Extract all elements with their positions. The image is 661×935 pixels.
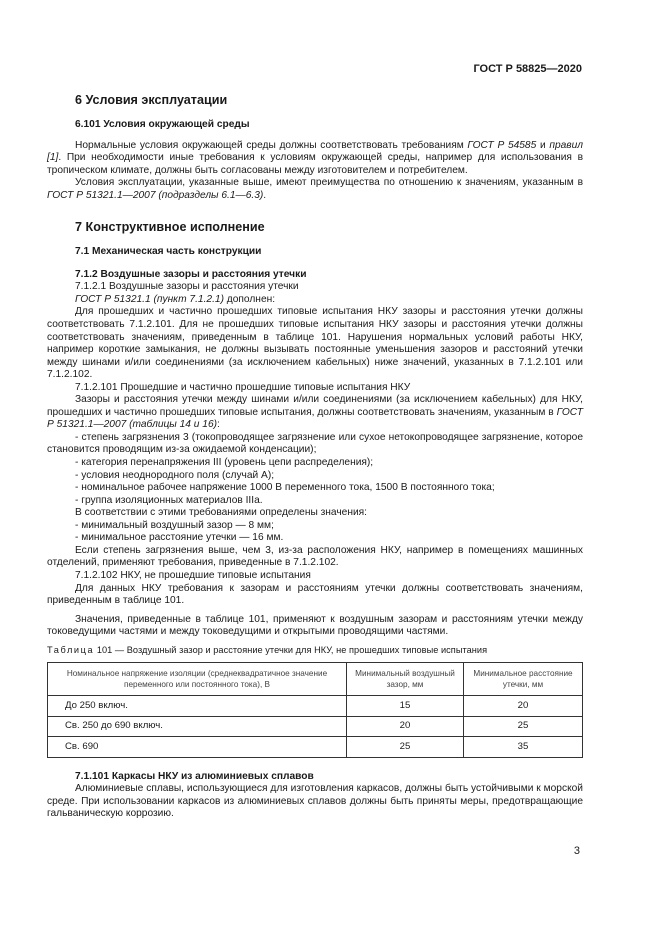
section-7-1-2-title: 7.1.2 Воздушные зазоры и расстояния утечки <box>75 268 307 280</box>
table-row <box>48 716 583 737</box>
page-number: 3 <box>573 845 580 857</box>
table-header-voltage: Номинальное напряжение изоляции (среднеквадратичное значение переменного или постоянного тока), В <box>48 663 347 696</box>
table-101-applicability: Значения, приведенные в таблице 101, применяют к воздушным зазорам и расстояниям утечки между токоведущими частями и между токоведущими и открытыми проводящими частями. <box>47 613 583 638</box>
list-item: - номинальное рабочее напряжение 1000 В переменного тока, 1500 В постоянного тока; <box>75 482 495 494</box>
section-6-paragraph-1: Нормальные условия окружающей среды должны соответствовать требованиям ГОСТ Р 54585 и правил [1]. При необходимости иные требования к условиям окружающей среды, например для использования в тропическом климате, должны быть согласованы между изготовителем и потребителем. <box>47 139 584 176</box>
table-cell: 20 <box>464 696 583 717</box>
table-row <box>48 737 583 758</box>
table-header-creepage: Минимальное расстояние утечки, мм <box>464 663 583 696</box>
values-intro: В соответствии с этими требованиями определены значения: <box>75 507 367 519</box>
section-7-title: 7 Конструктивное исполнение <box>75 220 265 235</box>
section-6-paragraph-2: Условия эксплуатации, указанные выше, имеют преимущества по отношению к значениям, указанным в ГОСТ Р 51321.1—2007 (подразделы 6.1—6.3). <box>47 177 583 201</box>
list-item: - степень загрязнения 3 (токопроводящее загрязнение или сухое нетокопроводящее загрязнение, которое становится проводящим из-за ожидаемой конденсации); <box>47 431 583 456</box>
table-cell: 20 <box>347 716 464 737</box>
table-cell: Св. 690 <box>48 737 347 758</box>
list-item: - минимальный воздушный зазор — 8 мм; <box>75 519 274 531</box>
clause-7-1-2-101: 7.1.2.101 Прошедшие и частично прошедшие типовые испытания НКУ <box>75 381 411 393</box>
section-7-1-101-text: Алюминиевые сплавы, использующиеся для изготовления каркасов, должны быть устойчивыми к морской среде. При использовании каркасов из алюминиевых сплавов должны быть приняты меры, предотвращающие гальваническую коррозию. <box>47 783 583 820</box>
list-item: - минимальное расстояние утечки — 16 мм. <box>75 532 284 544</box>
table-cell: 35 <box>464 737 583 758</box>
table-cell: 25 <box>347 737 464 758</box>
table-header-clearance: Минимальный воздушный зазор, мм <box>347 663 464 696</box>
clause-7-1-2-101-text: Зазоры и расстояния утечки между шинами и/или соединениями (за исключением кабельных) для НКУ, прошедших и частично прошедших типовые испытания, должны соответствовать значениям, указанным в ГОСТ Р 51321.1—2007 (таблицы 14 и 16): <box>47 394 583 431</box>
page-content <box>47 93 583 821</box>
table-caption: Таблица 101 — Воздушный зазор и расстояние утечки для НКУ, не прошедших типовые испытания <box>47 644 488 655</box>
clearance-table <box>47 662 583 758</box>
clause-7-1-2-102: 7.1.2.102 НКУ, не прошедшие типовые испытания <box>75 569 311 581</box>
clause-amended-note: ГОСТ Р 51321.1 (пункт 7.1.2.1) дополнен: <box>75 293 276 305</box>
section-6-101-title: 6.101 Условия окружающей среды <box>75 119 250 130</box>
table-row <box>48 696 583 717</box>
list-item: - условия неоднородного поля (случай А); <box>75 469 275 481</box>
section-6-title: 6 Условия эксплуатации <box>75 93 228 107</box>
pollution-degree-note: Если степень загрязнения выше, чем 3, из-за расположения НКУ, например в помещениях машинных отделений, применяют требования, приведенные в 7.1.2.102. <box>47 544 583 569</box>
table-cell: До 250 включ. <box>48 696 347 717</box>
table-cell: 25 <box>464 716 583 737</box>
table-cell: Св. 250 до 690 включ. <box>48 716 347 737</box>
table-header-row <box>48 663 583 696</box>
clause-7-1-2-1-text: Для прошедших и частично прошедших типовые испытания НКУ зазоры и расстояния утечки должны соответствовать 7.1.2.101. Для не прошедших типовые испытания НКУ зазоры и расстояния утечки должны соответствовать значениям, приведенным в таблице 101. Нарушения нормальных условий работы НКУ, например короткие замыкания, не должны вызывать постоянные уменьшения зазоров и расстояний утечки между шинами и/или соединениями (за исключением кабельных) ниже значений, указанных в 7.1.2.101 или 7.1.2.102. <box>47 306 583 381</box>
section-7-1-101-title: 7.1.101 Каркасы НКУ из алюминиевых сплавов <box>75 770 314 782</box>
table-cell: 15 <box>347 696 464 717</box>
section-7-1-title: 7.1 Механическая часть конструкции <box>75 246 262 258</box>
list-item: - категория перенапряжения III (уровень цепи распределения); <box>75 457 374 469</box>
clause-7-1-2-102-text: Для данных НКУ требования к зазорам и расстояниям утечки должны соответствовать значениям, приведенным в таблице 101. <box>47 582 583 607</box>
list-item: - группа изоляционных материалов IIIa. <box>75 494 263 506</box>
document-header: ГОСТ Р 58825—2020 <box>473 63 582 75</box>
clause-7-1-2-1: 7.1.2.1 Воздушные зазоры и расстояния утечки <box>75 281 299 293</box>
